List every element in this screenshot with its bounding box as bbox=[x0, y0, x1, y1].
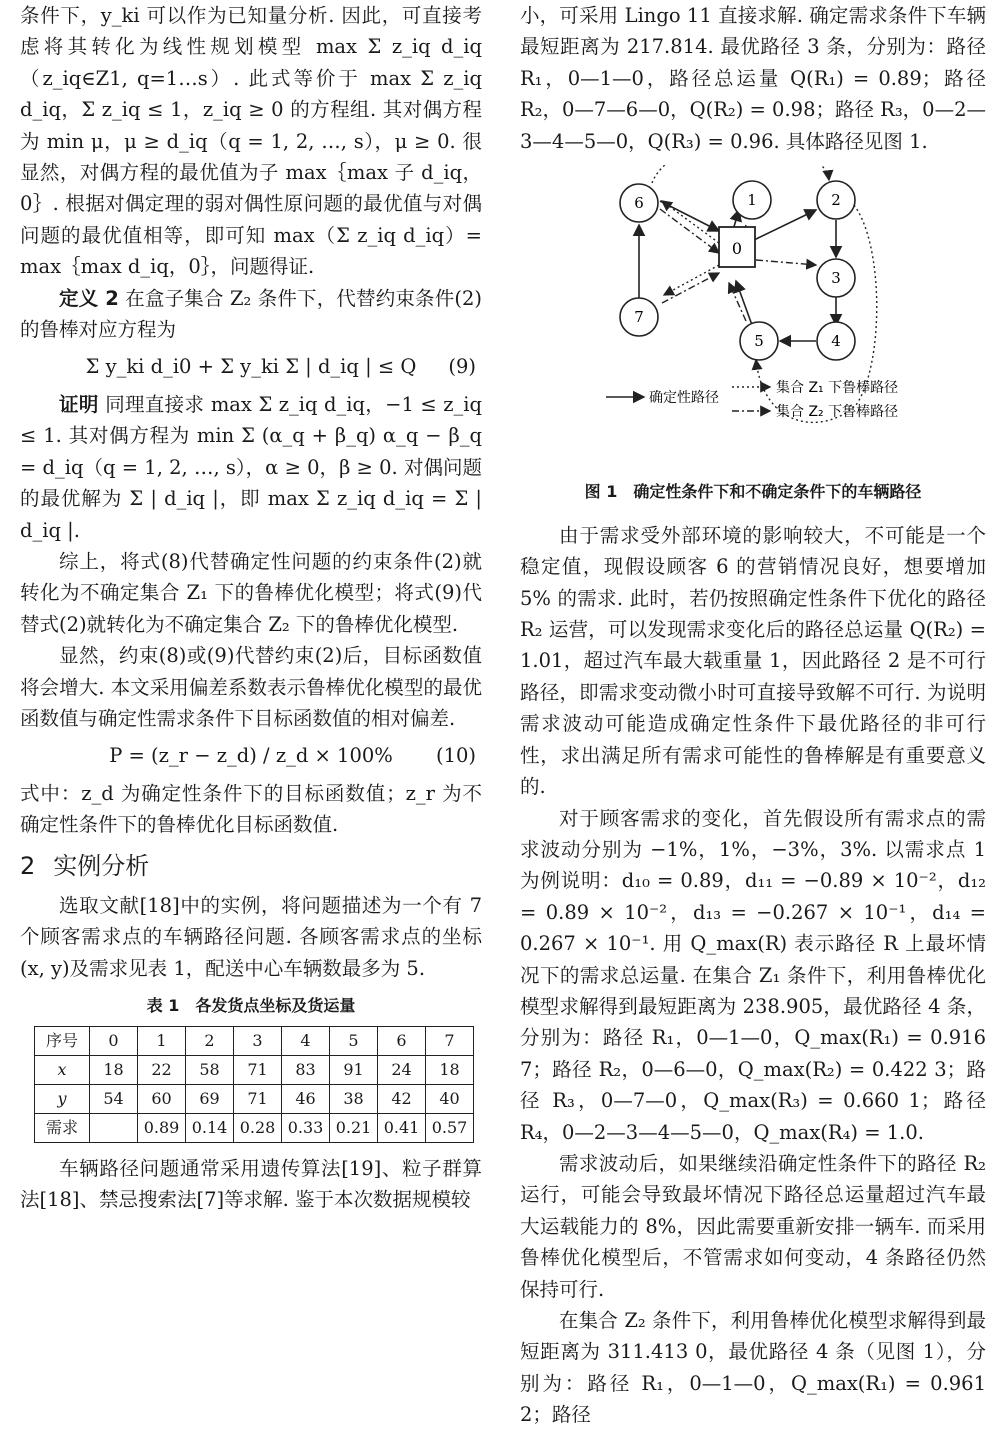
table-cell: 69 bbox=[186, 1084, 234, 1113]
table-cell: 0.14 bbox=[186, 1113, 234, 1142]
customer-node-label: 7 bbox=[634, 308, 644, 327]
paragraph-after-fluctuation: 需求波动后，如果继续沿确定性条件下的路径 R₂ 运行，可能会导致最坏情况下路径总运量超过汽车最大运载能力的 8%，因此需要重新安排一辆车. 而采用鲁棒优化模型后，不管需求如何变动，4 条路径仍然保持可行. bbox=[520, 1151, 986, 1301]
table-cell: 46 bbox=[282, 1084, 330, 1113]
diagram-legend bbox=[606, 379, 898, 420]
customer-node-label: 6 bbox=[634, 194, 644, 213]
paragraph-demand: 由于需求受外部环境的影响较大，不可能是一个稳定值，现假设顾客 6 的营销情况良好，想要增加 5% 的需求. 此时，若仍按照确定性条件下优化的路径 R₂ 运营，可以发现需求变化后的路径总运量 Q(R₂) = 1.01，超过汽车最大载重量 1，因此路径 2 是不可行路径，即需求变动微小时可直接导致解不可行. 为说明需求波动可能造成确定性条件下最优路径的非可行性，求出满足所有需求可能性的鲁棒解是有重要意义的. bbox=[520, 523, 986, 799]
table-cell: 2 bbox=[186, 1026, 234, 1055]
table-cell: 0.21 bbox=[330, 1113, 378, 1142]
paragraph-duality-proof: 条件下，y_ki 可以作为已知量分析. 因此，可直接考虑将其转化为线性规划模型 max Σ z_iq d_iq（z_iq∈Z1, q=1…s）. 此式等价于 max Σ z_iq d_iq，Σ z_iq ≤ 1，z_iq ≥ 0 的方程组. 其对偶方程为 min μ，μ ≥ d_iq（q = 1, 2, …, s），μ ≥ 0. 很显然，对偶方程的最优值为子 max｛max 子 d_iq，0｝. 根据对偶定理的弱对偶性原问题的最优值与对偶问题的最优值相等，即可知 max（Σ z_iq d_iq）= max｛max d_iq，0｝，问题得证. bbox=[20, 4, 482, 279]
customer-node-label: 1 bbox=[747, 191, 757, 210]
paragraph-summary: 综上，将式(8)代替确定性问题的约束条件(2)就转化为不确定集合 Z₁ 下的鲁棒优化模型；将式(9)代替式(2)就转化为不确定集合 Z₂ 下的鲁棒优化模型. bbox=[20, 549, 482, 636]
table-cell: 71 bbox=[234, 1084, 282, 1113]
table-cell: 60 bbox=[138, 1084, 186, 1113]
table-caption: 表 1 各发货点坐标及货运量 bbox=[146, 996, 356, 1016]
paragraph-where: 式中：z_d 为确定性条件下的目标函数值；z_r 为不确定性条件下的鲁棒优化目标函数值. bbox=[20, 781, 482, 837]
table-cell: 0.41 bbox=[378, 1113, 426, 1142]
figure-caption: 图 1 确定性条件下和不确定条件下的车辆路径 bbox=[584, 482, 922, 502]
table-cell: 1 bbox=[138, 1026, 186, 1055]
paragraph-case: 选取文献[18]中的实例，将问题描述为一个有 7 个顾客需求点的车辆路径问题. 各顾客需求点的坐标(x, y)及需求见表 1，配送中心车辆数最多为 5. bbox=[20, 893, 482, 980]
right-column bbox=[520, 0, 986, 1431]
section-title: 实例分析 bbox=[53, 851, 150, 880]
table-cell: 18 bbox=[426, 1055, 474, 1084]
table-cell: 38 bbox=[330, 1084, 378, 1113]
customer-node-label: 3 bbox=[831, 269, 841, 288]
table-cell: 0 bbox=[90, 1026, 138, 1055]
table-row-header: x bbox=[35, 1055, 90, 1084]
paragraph-algorithms: 车辆路径问题通常采用遗传算法[19]、粒子群算法[18]、禁忌搜索法[7]等求解. 鉴于本次数据规模较 bbox=[20, 1156, 482, 1211]
definition-text: 在盒子集合 Z₂ 条件下，代替约束条件(2)的鲁棒对应方程为 bbox=[20, 286, 483, 342]
proof-label: 证明 bbox=[59, 392, 99, 416]
definition-2 bbox=[20, 283, 482, 346]
section-heading bbox=[20, 851, 482, 882]
definition-label: 定义 2 bbox=[59, 286, 119, 310]
customer-node-label: 5 bbox=[754, 332, 764, 351]
deterministic-routes bbox=[639, 201, 836, 341]
table-cell: 0.28 bbox=[234, 1113, 282, 1142]
table-cell: 0.33 bbox=[282, 1113, 330, 1142]
legend-z2: 集合 Z₂ 下鲁棒路径 bbox=[776, 404, 899, 421]
vehicle-route-diagram bbox=[524, 165, 984, 461]
table-row-header: 需求 bbox=[35, 1113, 90, 1142]
paragraph-z2: 在集合 Z₂ 条件下，利用鲁棒优化模型求解得到最短距离为 311.413 0，最优路径 4 条（见图 1），分别为：路径 R₁，0—1—0，Q_max(R₁) = 0.961 2；路径 bbox=[520, 1309, 986, 1427]
table-row-header: 序号 bbox=[35, 1026, 90, 1055]
table-cell: 91 bbox=[330, 1055, 378, 1084]
table-cell: 71 bbox=[234, 1055, 282, 1084]
coordinate-demand-table bbox=[34, 1026, 474, 1143]
table-cell: 40 bbox=[426, 1084, 474, 1113]
table-row bbox=[35, 1026, 474, 1055]
table-cell: 24 bbox=[378, 1055, 426, 1084]
paragraph-obvious: 显然，约束(8)或(9)代替约束(2)后，目标函数值将会增大. 本文采用偏差系数表示鲁棒优化模型的最优函数值与确定性需求条件下目标函数值的相对偏差. bbox=[20, 644, 482, 730]
customer-node-label: 4 bbox=[831, 332, 841, 351]
depot-label: 0 bbox=[731, 239, 743, 259]
table-cell: 5 bbox=[330, 1026, 378, 1055]
proof-paragraph bbox=[20, 389, 482, 546]
legend-deterministic: 确定性路径 bbox=[649, 390, 719, 407]
equation-9 bbox=[20, 351, 482, 382]
table-row bbox=[35, 1113, 474, 1142]
paragraph-fluctuation: 对于顾客需求的变化，首先假设所有需求点的需求波动分别为 −1%，1%，−3%，3%. 以需求点 1 为例说明：d₁₀ = 0.89，d₁₁ = −0.89 × 10⁻²，d₁₂ = 0.89 × 10⁻²，d₁₃ = −0.267 × 10⁻¹，d₁₄ = 0.267 × 10⁻¹. 用 Q_max(R) 表示路径 R 上最坏情况下的需求总运量. 在集合 Z₁ 条件下，利用鲁棒优化模型求解得到最短距离为 238.905，最优路径 4 条，分别为：路径 R₁，0—1—0，Q_max(R₁) = 0.916 7；路径 R₂，0—6—0，Q_max(R₂) = 0.422 3；路径 R₃，0—7—0，Q_max(R₃) = 0.660 1；路径 R₄，0—2—3—4—5—0，Q_max(R₄) = 1.0. bbox=[520, 806, 986, 1144]
table-cell: 0.57 bbox=[426, 1113, 474, 1142]
table-row bbox=[35, 1084, 474, 1113]
table-cell: 54 bbox=[90, 1084, 138, 1113]
table-cell: 4 bbox=[282, 1026, 330, 1055]
equation-9-number: (9) bbox=[448, 355, 476, 379]
equation-10-number: (10) bbox=[435, 744, 476, 768]
table-row bbox=[35, 1055, 474, 1084]
equation-10 bbox=[20, 740, 482, 771]
section-number: 2 bbox=[20, 851, 36, 880]
table-cell: 42 bbox=[378, 1084, 426, 1113]
equation-9-body: Σ y_ki d_i0 + Σ y_ki Σ | d_iq | ≤ Q bbox=[85, 355, 417, 379]
table-cell: 7 bbox=[426, 1026, 474, 1055]
proof-text: 同理直接求 max Σ z_iq d_iq，−1 ≤ z_iq ≤ 1. 其对偶方程为 min Σ (α_q + β_q) α_q − β_q = d_iq（q = 1, 2, …, s），α ≥ 0，β ≥ 0. 对偶问题的最优解为 Σ | d_iq |，即 max Σ z_iq d_iq = Σ | d_iq |. bbox=[20, 392, 482, 542]
equation-10-body: P = (z_r − z_d) / z_d × 100% bbox=[109, 744, 393, 768]
customer-node-label: 2 bbox=[831, 191, 841, 210]
table-cell: 0.89 bbox=[138, 1113, 186, 1142]
table-cell bbox=[90, 1113, 138, 1142]
table-cell: 6 bbox=[378, 1026, 426, 1055]
table-cell: 22 bbox=[138, 1055, 186, 1084]
table-cell: 58 bbox=[186, 1055, 234, 1084]
left-column bbox=[20, 0, 482, 1215]
table-cell: 3 bbox=[234, 1026, 282, 1055]
table-cell: 83 bbox=[282, 1055, 330, 1084]
table-cell: 18 bbox=[90, 1055, 138, 1084]
table-row-header: y bbox=[35, 1084, 90, 1113]
legend-z1: 集合 Z₁ 下鲁棒路径 bbox=[776, 380, 899, 397]
paragraph-lingo: 小，可采用 Lingo 11 直接求解. 确定需求条件下车辆最短距离为 217.814. 最优路径 3 条，分别为：路径 R₁，0—1—0，路径总运量 Q(R₁) = 0.89；路径 R₂，0—7—6—0，Q(R₂) = 0.98；路径 R₃，0—2—3—4—5—0，Q(R₃) = 0.96. 具体路径见图 1. bbox=[520, 4, 986, 153]
